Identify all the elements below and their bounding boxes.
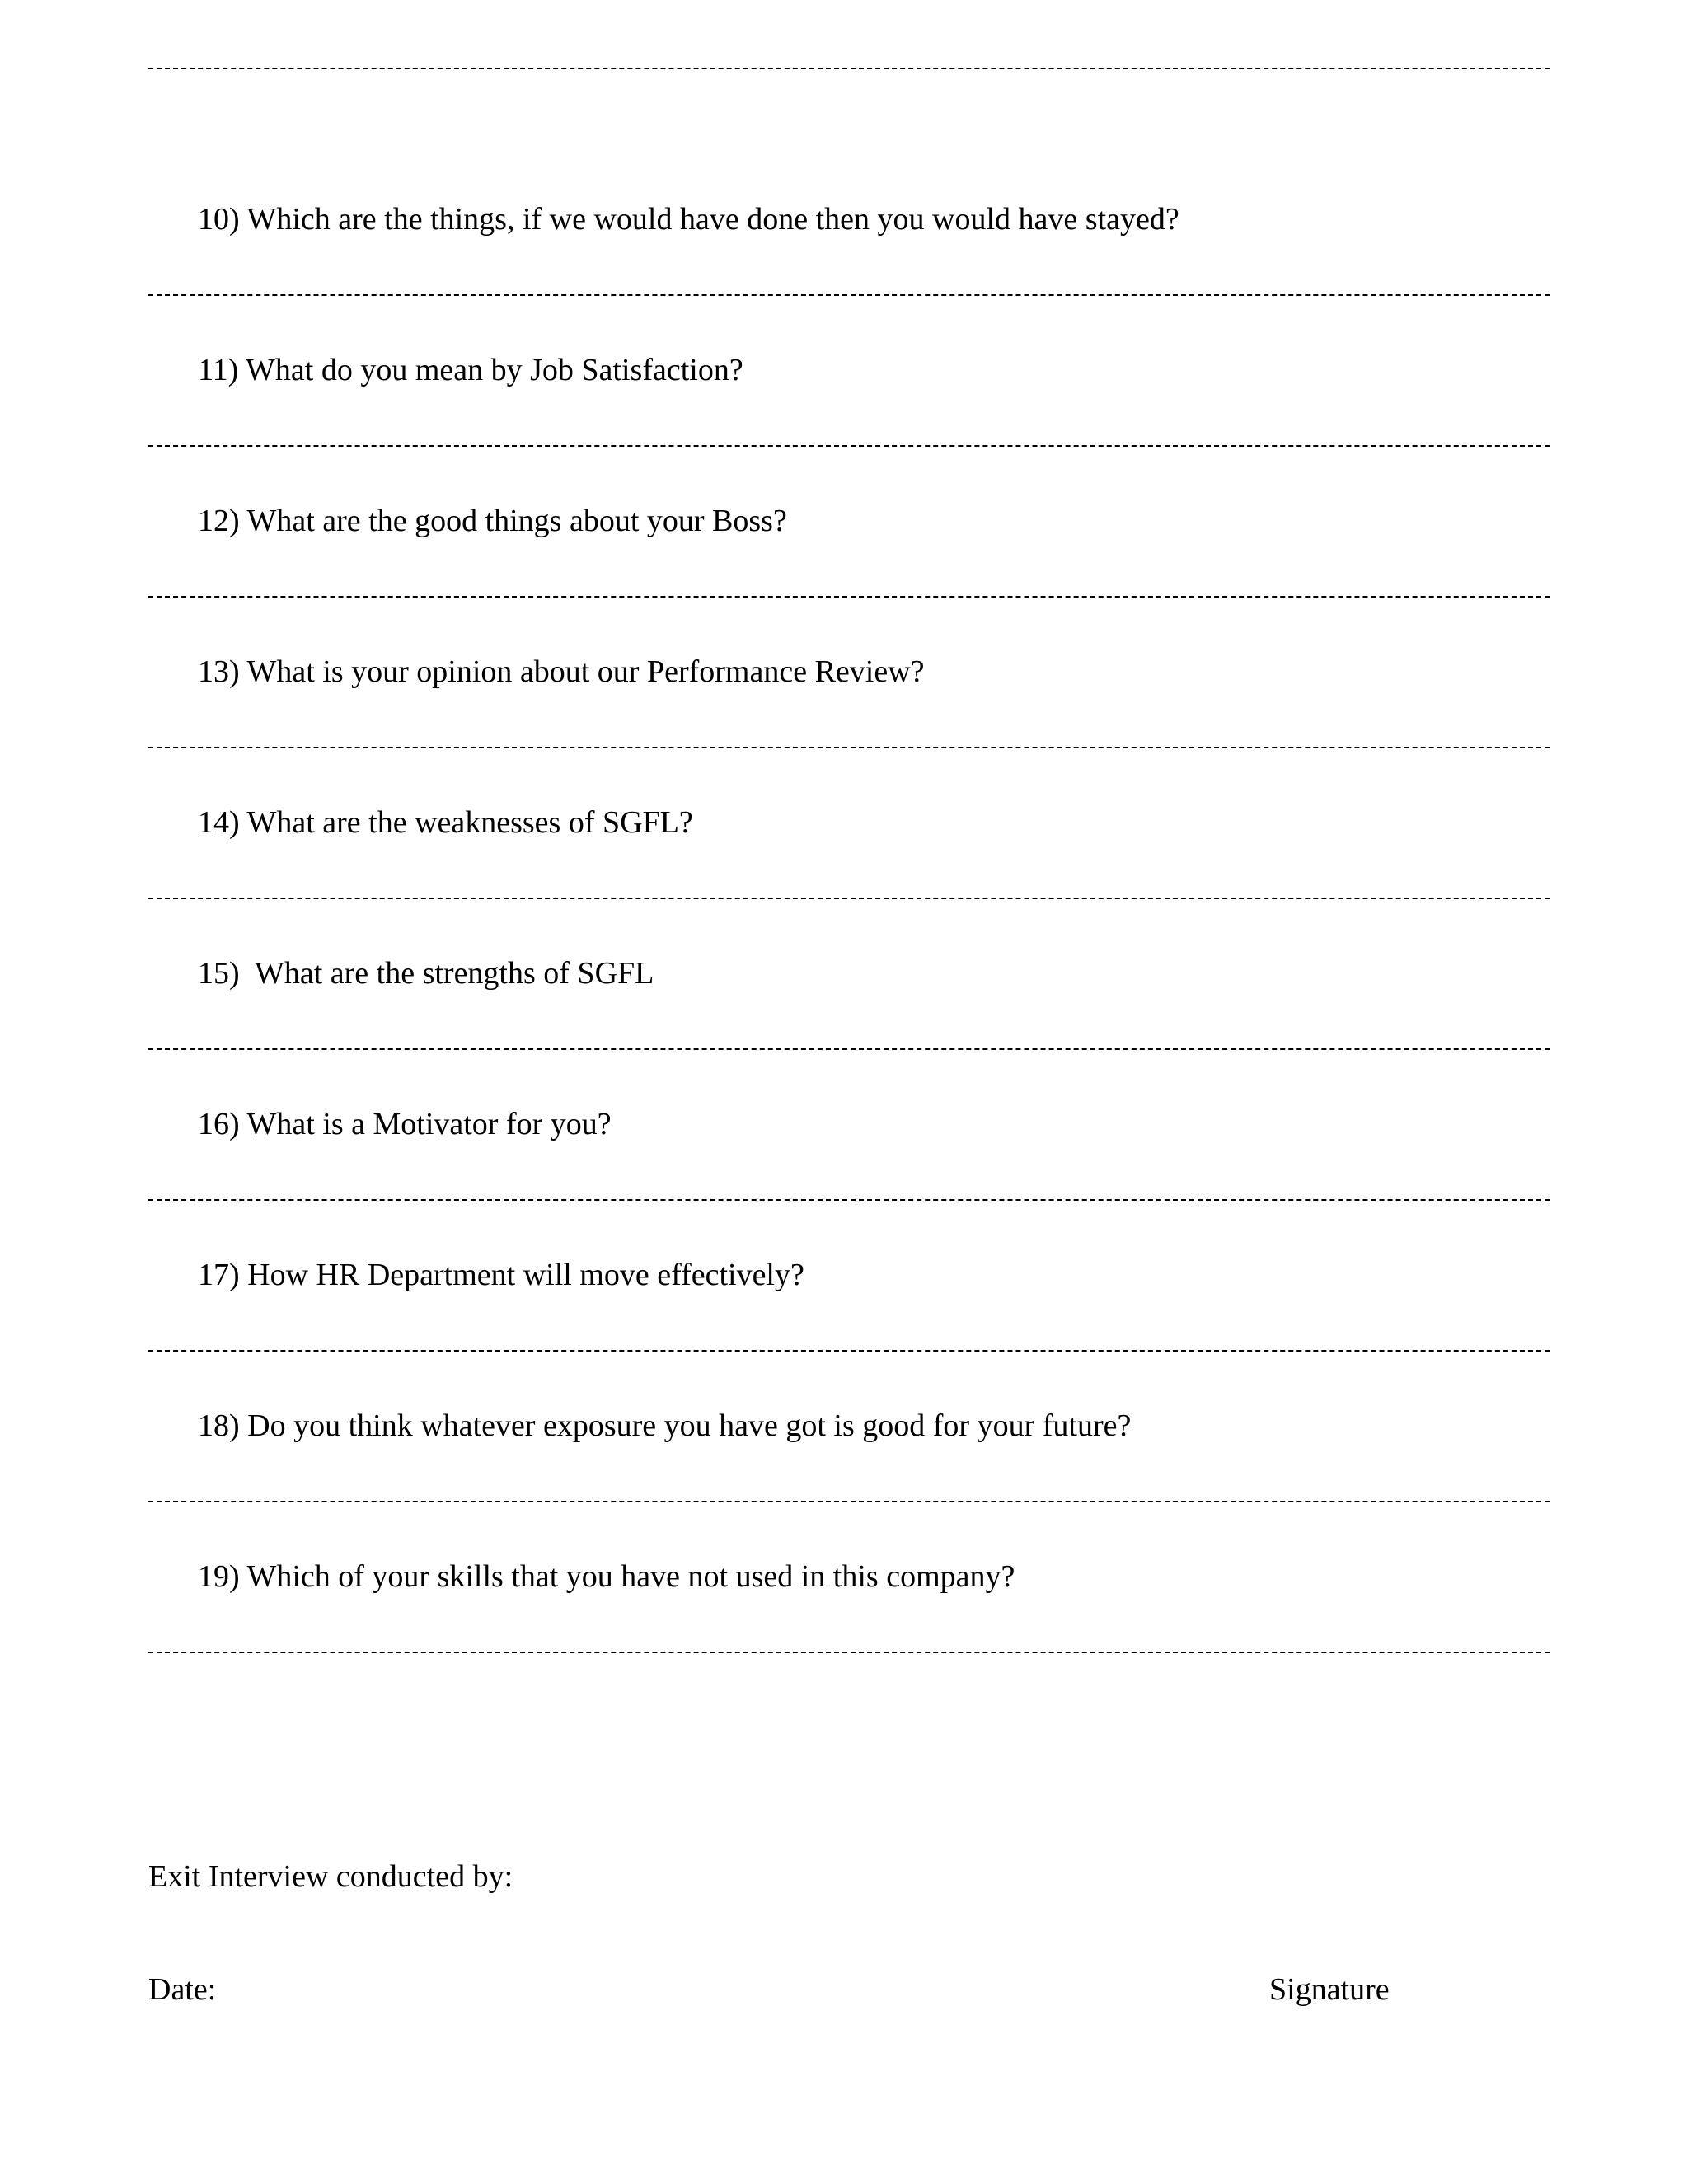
- answer-line: [148, 1350, 1550, 1352]
- signature-label: Signature: [1269, 1972, 1390, 2007]
- answer-line: [148, 747, 1550, 748]
- answer-line: [148, 445, 1550, 447]
- answer-line: [148, 898, 1550, 899]
- answer-line: [148, 1501, 1550, 1502]
- question-12: 12) What are the good things about your Boss?: [198, 504, 787, 538]
- date-label: Date:: [148, 1972, 217, 2007]
- answer-line: [148, 1199, 1550, 1201]
- question-13: 13) What is your opinion about our Performance Review?: [198, 654, 925, 689]
- question-11: 11) What do you mean by Job Satisfaction?: [198, 353, 743, 387]
- question-19: 19) Which of your skills that you have not used in this company?: [198, 1559, 1015, 1594]
- answer-line: [148, 68, 1550, 69]
- answer-line: [148, 596, 1550, 598]
- answer-line: [148, 1048, 1550, 1050]
- question-17: 17) How HR Department will move effectively?: [198, 1258, 804, 1292]
- question-15: 15) What are the strengths of SGFL: [198, 956, 654, 991]
- conducted-by-label: Exit Interview conducted by:: [148, 1859, 513, 1894]
- question-10: 10) Which are the things, if we would have done then you would have stayed?: [198, 202, 1179, 237]
- question-16: 16) What is a Motivator for you?: [198, 1107, 612, 1141]
- question-14: 14) What are the weaknesses of SGFL?: [198, 805, 693, 840]
- answer-line: [148, 294, 1550, 296]
- answer-line: [148, 1652, 1550, 1653]
- question-18: 18) Do you think whatever exposure you have got is good for your future?: [198, 1408, 1132, 1443]
